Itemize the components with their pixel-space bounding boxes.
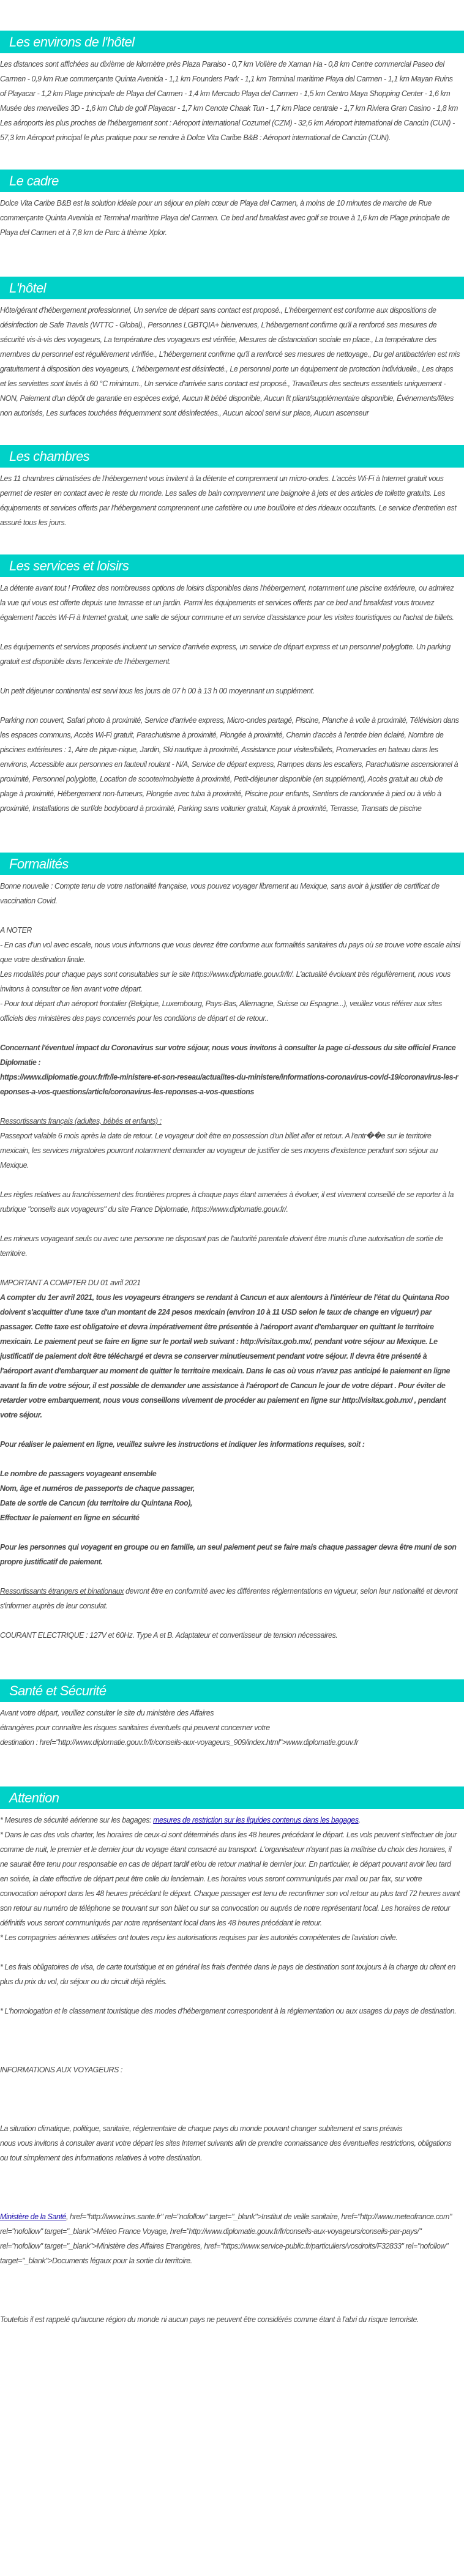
links-paragraph [0,2209,460,2268]
services-paragraph-1: La détente avant tout ! Profitez des nombreuses options de loisirs disponibles dans l'hébergement, notamment une piscine extérieure, ou admirez la vue qui vous est offerte depuis une terrasse et un jardin. Parmi les équipements et services offerts par ce bed and breakfast vous trouvez également l'accès Wi-Fi à Internet gratuit, une salle de séjour commune et un service d'assistance pour les visites touristiques ou l'achat de billets. [0,584,454,622]
important-label: IMPORTANT A COMPTER DU 01 avril 2021 [0,1279,141,1287]
section-header-environs [0,31,464,53]
environs-text: Les distances sont affichées au dixième de kilomètre près Plaza Paraiso - 0,7 km Volière de Xaman Ha - 0,8 km Centre commercial Paseo del Carmen - 0,9 km Rue commerçante Quinta Avenida - 1,1 km Founders Park - 1,1 km Terminal maritime Playa del Carmen - 1,1 km Mayan Ruins of Playacar - 1,2 km Plage principale de Playa del Carmen - 1,4 km Mercado Playa del Carmen - 1,5 km Centro Maya Shopping Center - 1,6 km Musée des merveilles 3D - 1,6 km Club de golf Playacar - 1,7 km Cenote Chaak Tun - 1,7 km Place centrale - 1,7 km Riviera Gran Casino - 1,8 km Les aéroports les plus proches de l'hébergement sont : Aéroport international Cozumel (CZM) - 32,6 km Aéroport international de Cancún (CUN) - 57,3 km Aéroport principal le plus pratique pour se rendre à Dolce Vita Caribe B&B : Aéroport international de Cancún (CUN). [0,60,458,142]
cadre-text: Dolce Vita Caribe B&B est la solution idéale pour un séjour en plein cœur de Playa del Carmen, à moins de 10 minutes de marche de Rue commerçante Quinta Avenida et Terminal maritime Playa del Carmen. Ce bed and breakfast avec golf se trouve à 1,6 km de Plage principale de Playa del Carmen et à 7,8 km de Parc à thème Xplor. [0,199,450,237]
services-paragraph-3: Un petit déjeuner continental est servi tous les jours de 07 h 00 à 13 h 00 moyennant un supplément. [0,687,315,695]
sante-line: Avant votre départ, veuillez consulter le site du ministère des Affaires [0,1709,214,1717]
section-body [0,1813,464,2327]
sante-line: destination : href="http://www.diplomatie.gouv.fr/fr/conseils-aux-voyageurs_909/index.html">www.diplomatie.gouv.fr [0,1738,359,1747]
etrangers-paragraph [0,1584,460,1613]
etrangers-label: Ressortissants étrangers et binationaux [0,1587,124,1596]
a-noter-label: A NOTER [0,926,32,935]
section-header-attention [0,1786,464,1809]
section-body [0,57,464,145]
section-header-formalites [0,853,464,875]
section-header-services [0,554,464,577]
situation-text-2: nous vous invitons à consulter avant votre départ les sites Internet suivants afin de prendre connaissance des éventuelles restrictions, obligations ou tout simplement des informations relatives à votre destination. [0,2139,452,2162]
paiement-item: Effectuer le paiement en ligne en sécurité [0,1514,140,1522]
paiement-item: Le nombre de passagers voyageant ensemble [0,1469,157,1478]
section-header-chambres [0,445,464,468]
section-title: Santé et Sécurité [9,1682,107,1698]
informations-voyageurs-label: INFORMATIONS AUX VOYAGEURS : [0,2066,122,2074]
section-body [0,1706,464,1750]
section-cadre [0,170,464,240]
ressortissants-francais-label: Ressortissants français (adultes, bébés et enfants) : [0,1117,162,1126]
sante-line: étrangères pour connaître les risques sanitaires éventuels qui peuvent concerner votre [0,1723,270,1732]
section-header-sante [0,1679,464,1702]
section-title: Attention [9,1790,59,1805]
important-text: A compter du 1er avril 2021, tous les voyageurs étrangers se rendant à Cancun et aux alentours à l'intérieur de l'état du Quintana Roo doivent s'acquitter d'une taxe d'un montant de 224 pesos mexicain (environ 10 à 11 USD selon le taux de change en vigueur) par passager. Cette taxe est obligatoire et devra impérativement être présentée à l'aéroport avant d'embarquer en quittant le territoire mexicain. Le paiement peut se faire en ligne sur le portail web suivant : http://visitax.gob.mx/, pendant votre séjour au Mexique. Le justificatif de paiement doit être téléchargé et devra se conserver minutieusement pendant votre séjour. Il devra être présenté à l'aéroport avant d'embarquer au moment de quitter le territoire mexicain. Dans le cas où vous n'avez pas anticipé le paiement en ligne avant la fin de votre séjour, il est possible de demander une assistance à l'aéroport de Cancun le jour de votre départ . Pour éviter de retarder votre embarquement, nous vous conseillons vivement de procéder au paiement en ligne sur http://visitax.gob.mx/ , pendant votre séjour. [0,1293,450,1419]
section-chambres [0,445,464,530]
section-title: L'hôtel [9,280,46,296]
mineurs-text: Les mineurs voyageant seuls ou avec une personne ne disposant pas de l'autorité parentale doivent être munis d'une autorisation de sortie de territoire. [0,1234,443,1258]
chambres-text: Les 11 chambres climatisées de l'hébergement vous invitent à la détente et comprennent un micro-ondes. L'accès Wi-Fi à Internet gratuit vous permet de rester en contact avec le reste du monde. Les salles de bain comprennent une baignoire à jets et des articles de toilette gratuits. Les équipements et services offerts par l'hébergement comprennent une cafetière ou une bouilloire et des rideaux occultants. Le service d'entretien est assuré tous les jours. [0,474,457,527]
bagages-prefix: * Mesures de sécurité aérienne sur les bagages: [0,1816,154,1824]
section-hotel [0,277,464,420]
section-attention [0,1786,464,2327]
section-title: Les environs de l'hôtel [9,34,135,50]
section-body [0,471,464,530]
section-sante [0,1679,464,1750]
bagages-paragraph [0,1813,460,1827]
section-header-hotel [0,277,464,299]
formalites-intro: Bonne nouvelle : Compte tenu de votre nationalité française, vous pouvez voyager librement au Mexique, sans avoir à justifier de certificat de vaccination Covid. [0,882,440,905]
paiement-item: Nom, âge et numéros de passeports de chaque passager, [0,1484,195,1493]
covid-notice: Concernant l'éventuel impact du Coronavirus sur votre séjour, nous vous invitons à consulter la page ci-dessous du site officiel France Diplomatie : [0,1043,456,1067]
ministere-sante-link[interactable]: Ministère de la Santé [0,2212,66,2221]
services-amenities-list: Parking non couvert, Safari photo à proximité, Service d'arrivée express, Micro-ondes partagé, Piscine, Planche à voile à proximité, Télévision dans les espaces communs, Accès Wi-Fi gratuit, Parachutisme à proximité, Plongée à proximité, Chemin d'accès à l'entrée bien éclairé, Nombre de piscines extérieures : 1, Aire de pique-nique, Jardin, Ski nautique à proximité, Assistance pour visites/billets, Promenades en bateau dans les environs, Accessible aux personnes en fauteuil roulant - N/A, Service de départ express, Rampes dans les escaliers, Parachutisme ascensionnel à proximité, Personnel polyglotte, Location de scooter/mobylette à proximité, Petit-déjeuner disponible (en supplément), Accès gratuit au club de plage à proximité, Hébergement non-fumeurs, Plongée avec tuba à proximité, Piscine pour enfants, Sentiers de randonnée à pied ou à vélo à proximité, Installations de surf/de bodyboard à proximité, Parking sans voiturier gratuit, Kayak à proximité, Terrasse, Transats de piscine [0,716,459,813]
paiement-intro: Pour réaliser le paiement en ligne, veuillez suivre les instructions et indiquer les informations requises, soit : [0,1440,365,1449]
section-body [0,581,464,816]
compagnies-text: * Les compagnies aériennes utilisées ont toutes reçu les autorisations requises par les autorités compétentes de l'aviation civile. [0,1933,398,1942]
homologation-text: * L'homologation et le classement touristique des modes d'hébergement correspondent à la réglementation ou aux usages du pays de destination. [0,2007,457,2015]
a-noter-frontalier: - Pour tout départ d'un aéroport frontalier (Belgique, Luxembourg, Pays-Bas, Allemagne, Suisse ou Espagne...), veuillez vous référer aux sites officiels des ministères des pays concernés pour les conditions de départ et de retour.. [0,999,442,1023]
covid-url: https://www.diplomatie.gouv.fr/fr/le-ministere-et-son-reseau/actualites-du-ministere/informations-coronavirus-covid-19/coronavirus-les-reponses-a-vos-questions/article/coronavirus-les-reponses-a-vos-questions [0,1073,458,1096]
section-environs [0,31,464,145]
a-noter-escale: - En cas d'un vol avec escale, nous vous informons que vous devrez être conforme aux formalités sanitaires du pays où se trouve votre escale ainsi que votre destination finale. [0,941,460,964]
section-body [0,196,464,240]
section-title: Formalités [9,856,69,872]
terrorisme-text: Toutefois il est rappelé qu'aucune région du monde ni aucun pays ne peuvent être considérés comme étant à l'abri du risque terroriste. [0,2315,419,2324]
bagages-suffix: . [358,1816,361,1824]
frais-text: * Les frais obligatoires de visa, de carte touristique et en général les frais d'entrée dans le pays de destination sont toujours à la charge du client en plus du prix du vol, du séjour ou du circuit déjà réglés. [0,1963,455,1986]
liquides-restriction-link[interactable]: mesures de restriction sur les liquides contenus dans les bagages [153,1816,359,1824]
etrangers-text: devront être en conformité avec les différentes réglementations en vigueur, selon leur nationalité et devront s'informer auprès de leur consulat. [0,1587,458,1610]
section-title: Les services et loisirs [9,558,129,573]
situation-text-1: La situation climatique, politique, sanitaire, réglementaire de chaque pays du monde pouvant changer subitement et sans préavis [0,2124,403,2133]
section-title: Les chambres [9,448,89,464]
links-text: , href="http://www.invs.sante.fr" rel="nofollow" target="_blank">Institut de veille sanitaire, href="http://www.meteofrance.com" rel="nofollow" target="_blank">Méteo France Voyage, href="http://www.diplomatie.gouv.fr/fr/conseils-aux-voyageurs/conseils-par-pays/" rel="nofollow" target="_blank">Ministère des Affaires Etrangères, href="https://www.service-public.fr/particuliers/vosdroits/F32833" rel="nofollow" target="_blank">Documents légaux pour la sortie du territoire. [0,2212,452,2265]
section-body [0,879,464,1643]
ressortissants-francais-text: Passeport valable 6 mois après la date de retour. Le voyageur doit être en possession d'un billet aller et retour. A l'entr��e sur le territoire mexicain, les services migratoires pourront notamment demander au voyageur de justifier de ses moyens d'existence pendant son séjour au Mexique. [0,1132,438,1170]
groupe-text: Pour les personnes qui voyagent en groupe ou en famille, un seul paiement peut se faire mais chaque passager devra être muni de son propre justificatif de paiement. [0,1543,457,1566]
charter-text: * Dans le cas des vols charter, les horaires de ceux-ci sont déterminés dans les 48 heures précédant le départ. Les vols peuvent s'effectuer de jour comme de nuit, le premier et le dernier jour du voyage étant consacré au transport. L'organisateur n'ayant pas la maîtrise du choix des horaires, il ne saurait être tenu pour responsable en cas de départ tardif et/ou de retour matinal le dernier jour. En particulier, le départ pouvant avoir lieu tard en soirée, la date effective de départ peut être celle du lendemain. Les horaires vous seront communiqués par mail ou par fax, sur votre convocation aéroport dans les 48 heures précédant le départ. Chaque passager est tenu de reconfirmer son vol retour au plus tard 72 heures avant son retour au numéro de téléphone se trouvant sur son billet ou sur sa convocation ou auprés de notre représentant local. Les horaires de retour définitifs vous seront communiqués par notre représentant local dans les 48 heures précédant le retour. [0,1831,460,1927]
services-paragraph-2: Les équipements et services proposés incluent un service d'arrivée express, un service de départ express et un personnel polyglotte. Un parking gratuit est disponible dans l'enceinte de l'hébergement. [0,643,451,666]
section-formalites [0,853,464,1643]
regles-frontieres: Les règles relatives au franchissement des frontières propres à chaque pays étant amenées à évoluer, il est vivement conseillé de se reporter à la rubrique "conseils aux voyageurs" du site France Diplomatie, https://www.diplomatie.gouv.fr/. [0,1190,454,1214]
section-header-cadre [0,170,464,192]
a-noter-modalites: Les modalités pour chaque pays sont consultables sur le site https://www.diplomatie.gouv.fr/fr/. L'actualité évoluant très régulièrement, nous vous invitons à consulter ce lien avant votre départ. [0,970,451,993]
section-body [0,303,464,420]
paiement-item: Date de sortie de Cancun (du territoire du Quintana Roo), [0,1499,192,1507]
section-title: Le cadre [9,173,59,189]
hotel-text: Hôte/gérant d'hébergement professionnel, Un service de départ sans contact est proposé., L'hébergement est conforme aux dispositions de désinfection de Safe Travels (WTTC - Global)., Personnes LGBTQIA+ bienvenues, L'hébergement confirme qu'il a renforcé ses mesures de sécurité vis-à-vis des voyageurs, La température des voyageurs est vérifiée, Mesures de distanciation sociale en place., La température des membres du personnel est régulièrement vérifiée., L'hébergement confirme qu'il a renforcé ses mesures de nettoyage., Du gel antibactérien est mis gratuitement à disposition des voyageurs, L'hébergement est désinfecté., Le personnel porte un équipement de protection individuelle., Les draps et les serviettes sont lavés à 60 °C minimum., Un service d'arrivée sans contact est proposé., Travailleurs des secteurs essentiels uniquement - NON, Paiement d'un dépôt de garantie en espèces exigé, Aucun lit bébé disponible, Aucun lit pliant/supplémentaire disponible, Événements/fêtes non autorisés, Les surfaces touchées fréquemment sont désinfectées., Aucun alcool servi sur place, Aucun ascenseur [0,306,460,417]
courant-electrique: COURANT ELECTRIQUE : 127V et 60Hz. Type A et B. Adaptateur et convertisseur de tension nécessaires. [0,1631,338,1640]
section-services [0,554,464,816]
